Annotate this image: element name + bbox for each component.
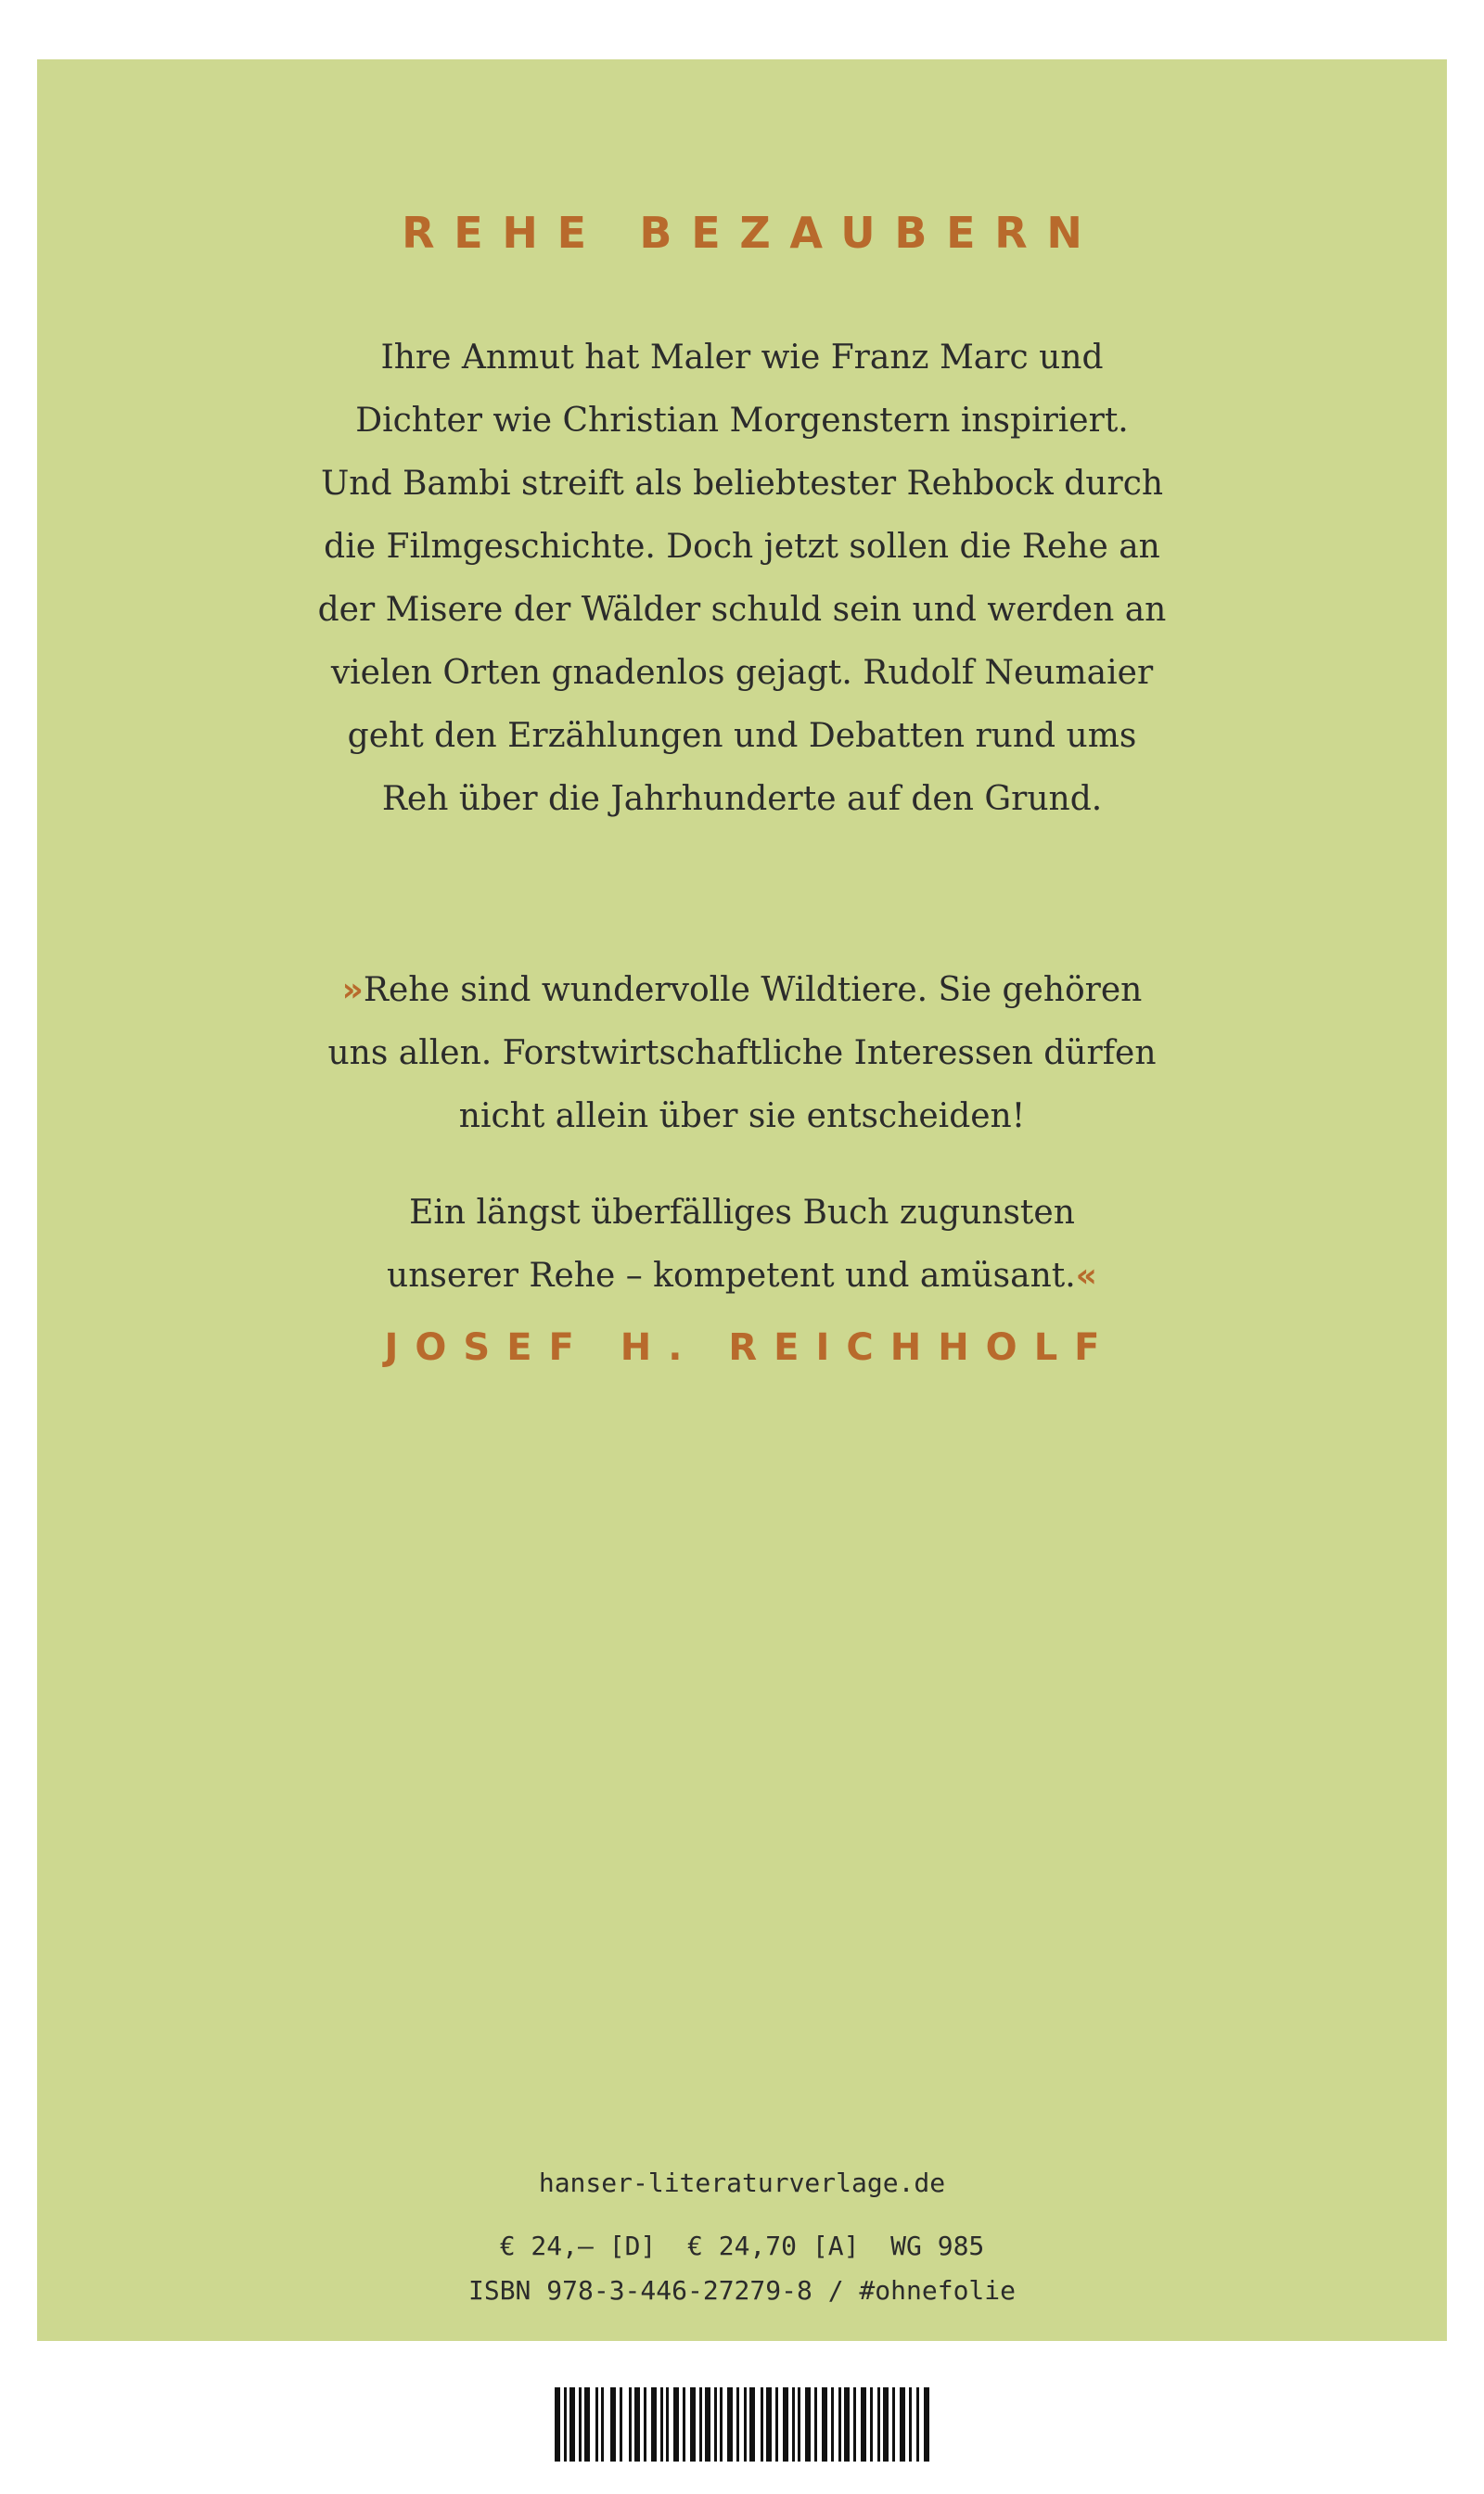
price-line: € 24,– [D] € 24,70 [A] WG 985 (499, 2231, 985, 2261)
cover-heading: REHE BEZAUBERN (402, 208, 1102, 258)
quote-line: uns allen. Forstwirtschaftliche Interessen dürfen (327, 1034, 1157, 1072)
quote-line: unserer Rehe – kompetent und amüsant.« (387, 1257, 1097, 1295)
blurb-line: der Misere der Wälder schuld sein und werden an (317, 591, 1167, 629)
publisher-footer (37, 2161, 1447, 2313)
blurb-line: Ihre Anmut hat Maler wie Franz Marc und (380, 339, 1104, 377)
publisher-website: hanser-literaturverlage.de (538, 2168, 946, 2198)
back-cover-panel (37, 59, 1447, 2341)
blurb-line: Reh über die Jahrhunderte auf den Grund. (381, 780, 1103, 818)
close-quote-mark: « (1075, 1257, 1097, 1295)
blurb-line: die Filmgeschichte. Doch jetzt sollen die Rehe an (324, 528, 1160, 566)
blurb-line: Dichter wie Christian Morgenstern inspiriert. (355, 402, 1129, 440)
quote-author: JOSEF H. REICHHOLF (384, 1326, 1117, 1369)
quote-line: nicht allein über sie entscheiden! (458, 1097, 1026, 1135)
isbn-line: ISBN 978-3-446-27279-8 / #ohnefolie (467, 2275, 1016, 2306)
blurb-line: vielen Orten gnadenlos gejagt. Rudolf Neumaier (330, 654, 1154, 692)
quote-paragraph-2 (37, 1182, 1447, 1308)
blurb-line: Und Bambi streift als beliebtester Rehbock durch (320, 465, 1164, 503)
open-quote-mark: » (341, 971, 364, 1009)
barcode (555, 2387, 929, 2462)
quote-paragraph-1 (37, 959, 1447, 1148)
quote-line: Ein längst überfälliges Buch zugunsten (409, 1194, 1075, 1232)
quote-line: »Rehe sind wundervolle Wildtiere. Sie gehören (341, 971, 1143, 1009)
blurb-text (37, 326, 1447, 831)
blurb-line: geht den Erzählungen und Debatten rund ums (347, 717, 1137, 755)
